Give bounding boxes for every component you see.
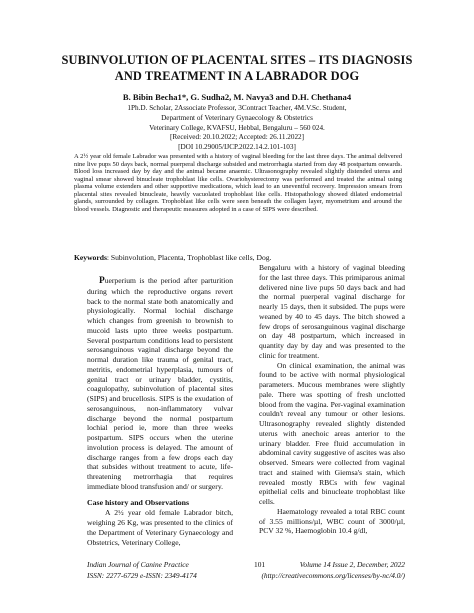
title-line-1: SUBINVOLUTION OF PLACENTAL SITES – ITS DIAGNOSIS: [61, 53, 413, 67]
intro-paragraph: [87, 276, 233, 492]
volume-issue: Volume 14 Issue 2, December, 2022: [299, 560, 405, 569]
article-title: [40, 52, 434, 84]
history-paragraph: Bengaluru with a history of vaginal bleeding for the last three days. This primiparous animal delivered nine live pups 50 days back and had the normal puerperal vaginal discharge for nearly 15 days, then it subsided. The pups were weaned by 40 to 45 days. The bitch showed a few drops of serosanguinous vaginal discharge on day 48 postpartum, which increased in quantity day by day and was presented to the clinic for treatment.: [259, 263, 405, 360]
received-dates: [Received: 20.10.2022; Accepted: 26.11.2022]: [169, 133, 305, 142]
section-heading: Case history and Observations: [87, 497, 190, 507]
drop-cap: P: [99, 276, 105, 286]
abstract: A 2½ year old female Labrador was presented with a history of vaginal bleeding for the last three days. The animal delivered nine live pups 50 days back, normal puerperal discharge subsided and metrorrhagia started from day 48 postpartum onwards. Blood loss increased day by day and the animal became anaemic. Ultrasonography revealed slightly distended uterus and vaginal smear showed binucleate trophoblast like cells. Ovariohysterectomy was performed and treated the animal using plasma volume extenders and other supportive medications, which lead to an uneventful recovery. Impression smears from placental sites revealed binucleate, heavily vacuolated trophoblast like cells. Histopathology showed dilated endometrial glands, surrounded by collagen. Trophoblast like cells were seen beneath the collagen layer, myometrium and around the blood vessels. Diagnostic and therapeutic measures adopted in a case of SIPS were described.: [74, 153, 402, 213]
right-column: [259, 263, 405, 536]
doi: [DOI 10.29005/IJCP.2022.14.2.101-103]: [178, 143, 296, 152]
intro-text: uerperium is the period after parturition during which the reproductive organs revert back to the normal state both anatomically and physiologically. Normal lochial discharge which changes from greenish to brownish to mucoid lasts upto three weeks postpartum. Several postpartum conditions lead to persistent serosanguinous vaginal discharge beyond the normal duration like trauma of genital tract, metritis, endometrial hyperplasia, tumours of genital tract or urinary bladder, cystitis, coagulopathy, subinvolution of placental sites (SIPS) and brucellosis. SIPS is the exudation of serosanguinous, non-inflammatory vulvar discharge beyond the normal postpartum lochial period ie, more than three weeks postpartum. SIPS occurs when the uterine involution process is delayed. The amount of discharge ranges from a few drops each day that subsides without treatment to acute, life-threatening metrorrhagia that requires immediate blood transfusion and/ or surgery.: [87, 276, 233, 491]
page-number: 101: [254, 560, 266, 569]
keywords-label: Keywords: [74, 253, 107, 262]
keywords-text: : Subinvolution, Placenta, Trophoblast like cells, Dog.: [106, 253, 272, 262]
haematology-paragraph: Haematology revealed a total RBC count of 3.55 millions/µl, WBC count of 3000/µl, PCV 32 %, Haemoglobin 10.4 g/dl,: [259, 506, 405, 536]
journal-name: Indian Journal of Canine Practice: [87, 560, 189, 569]
title-line-2: AND TREATMENT IN A LABRADOR DOG: [114, 69, 360, 83]
left-column: [87, 276, 233, 547]
affiliation-block: [40, 104, 434, 153]
affiliation-line: 1Ph.D. Scholar, 2Associate Professor, 3Contract Teacher, 4M.V.Sc. Student,: [127, 104, 347, 112]
keywords: [74, 253, 402, 262]
affiliation-line: Department of Veterinary Gynaecology & Obstetrics: [161, 113, 313, 122]
author-list: B. Bibin Becha1*, G. Sudha2, M. Navya3 and D.H. Chethana4: [122, 92, 352, 102]
issn: ISSN: 2277-6729 e-ISSN: 2349-4174: [87, 571, 197, 580]
examination-paragraph: On clinical examination, the animal was found to be active with normal physiological parameters. Mucous membranes were slightly pale. There was spotting of fresh unclotted blood from the vagina. Per-vaginal examination couldn't reveal any tumour or other lesions. Ultrasonography revealed slightly distended uterus with anechoic areas anterior to the urinary bladder. Free fluid accumulation in abdominal cavity suggestive of ascites was also observed. Smears were collected from vaginal tract and stained with Giemsa's stain, which revealed mostly RBCs with few vaginal epithelial cells and binucleate trophoblast like cells.: [259, 360, 405, 506]
case-paragraph: A 2½ year old female Labrador bitch, weighing 26 Kg, was presented to the clinics of the Department of Veterinary Gynaecology and Obstetrics, Veterinary College,: [87, 508, 233, 547]
affiliation-line: Veterinary College, KVAFSU, Hebbal, Bengaluru – 560 024.: [149, 123, 325, 132]
page-footer: [87, 560, 405, 582]
license-link[interactable]: (http://creativecommons.org/licenses/by-nc/4.0/): [261, 571, 405, 580]
